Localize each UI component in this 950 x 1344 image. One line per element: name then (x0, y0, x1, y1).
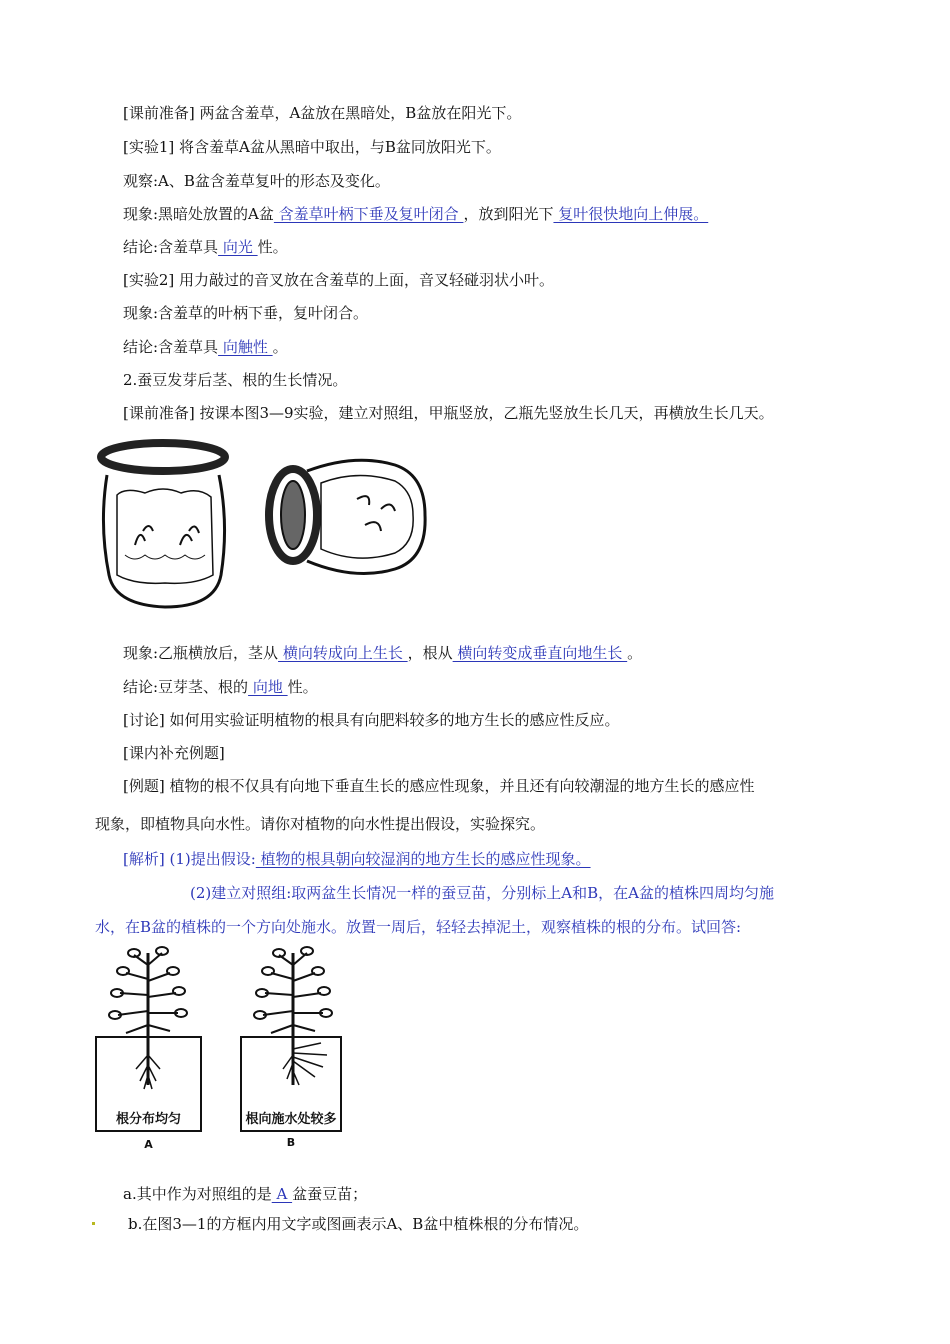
text: 。 (272, 338, 288, 356)
caption-a: A (144, 1138, 153, 1151)
upright-jar (101, 443, 225, 607)
answer: 复叶很快地向上伸展。 (553, 205, 709, 223)
answer: 向光 (218, 238, 258, 256)
text-line: 现象，即植物具向水性。请你对植物的向水性提出假设，实验探究。 (95, 815, 546, 833)
text: 现象:乙瓶横放后，茎从 (123, 644, 279, 662)
answer: 向地 (248, 678, 288, 696)
text-line (123, 337, 288, 357)
text-line (123, 204, 708, 224)
box-a-label: 根分布均匀 (115, 1112, 181, 1127)
text-line: b.在图3—1的方框内用文字或图画表示A、B盆中植株根的分布情况。 (128, 1215, 589, 1233)
text-line (123, 849, 591, 869)
text: ，放到阳光下 (463, 205, 554, 223)
decorative-dot (92, 1222, 95, 1225)
text-line (123, 643, 642, 663)
text: a.其中作为对照组的是 (123, 1185, 272, 1203)
text-line: [课内补充例题] (123, 744, 225, 762)
text-line: 观察:A、B盆含羞草复叶的形态及变化。 (123, 172, 390, 190)
text-line (123, 1184, 367, 1204)
text: 结论:含羞草具 (123, 238, 219, 256)
text: [解析] (1)提出假设: (123, 850, 256, 868)
answer: 植物的根具朝向较湿润的地方生长的感应性现象。 (255, 850, 591, 868)
text-line: [讨论] 如何用实验证明植物的根具有向肥料较多的地方生长的感应性反应。 (123, 711, 620, 729)
text: 结论:豆芽茎、根的 (123, 678, 249, 696)
text-line (123, 237, 288, 257)
sideways-jar (269, 460, 425, 573)
text-line: [例题] 植物的根不仅具有向地下垂直生长的感应性现象，并且还有向较潮湿的地方生长的感应性 (123, 777, 755, 795)
text-line: 现象:含羞草的叶柄下垂，复叶闭合。 (123, 304, 369, 322)
text-line: [课前准备] 按课本图3—9实验，建立对照组，甲瓶竖放，乙瓶先竖放生长几天，再横放生长几天。 (123, 404, 774, 422)
text: 结论:含羞草具 (123, 338, 219, 356)
text-line: [课前准备] 两盆含羞草，A盆放在黑暗处，B盆放在阳光下。 (123, 104, 522, 122)
answer: 横向转成向上生长 (278, 644, 408, 662)
text: 性。 (287, 678, 318, 696)
text-line: 水，在B盆的植株的一个方向处施水。放置一周后，轻轻去掉泥土，观察植株的根的分布。试回答: (95, 918, 742, 936)
text-line (123, 677, 318, 697)
text: 性。 (257, 238, 288, 256)
box-b-label: 根向施水处较多 (245, 1112, 337, 1127)
answer: A (271, 1185, 293, 1203)
text-line: 2.蚕豆发芽后茎、根的生长情况。 (123, 371, 348, 389)
answer: 横向转变成垂直向地生长 (452, 644, 628, 662)
text-line: (2)建立对照组:取两盆生长情况一样的蚕豆苗，分别标上A和B，在A盆的植株四周均匀施 (190, 884, 774, 902)
text: 现象:黑暗处放置的A盆 (123, 205, 274, 223)
caption-b: B (286, 1136, 296, 1149)
text: ，根从 (407, 644, 453, 662)
answer: 含羞草叶柄下垂及复叶闭合 (273, 205, 464, 223)
text: 。 (627, 644, 643, 662)
text-line: [实验2] 用力敲过的音叉放在含羞草的上面，音叉轻碰羽状小叶。 (123, 271, 555, 289)
text-line: [实验1] 将含羞草A盆从黑暗中取出，与B盆同放阳光下。 (123, 138, 501, 156)
jars-figure (95, 435, 440, 615)
answer: 向触性 (218, 338, 273, 356)
text: 盆蚕豆苗； (292, 1185, 368, 1203)
